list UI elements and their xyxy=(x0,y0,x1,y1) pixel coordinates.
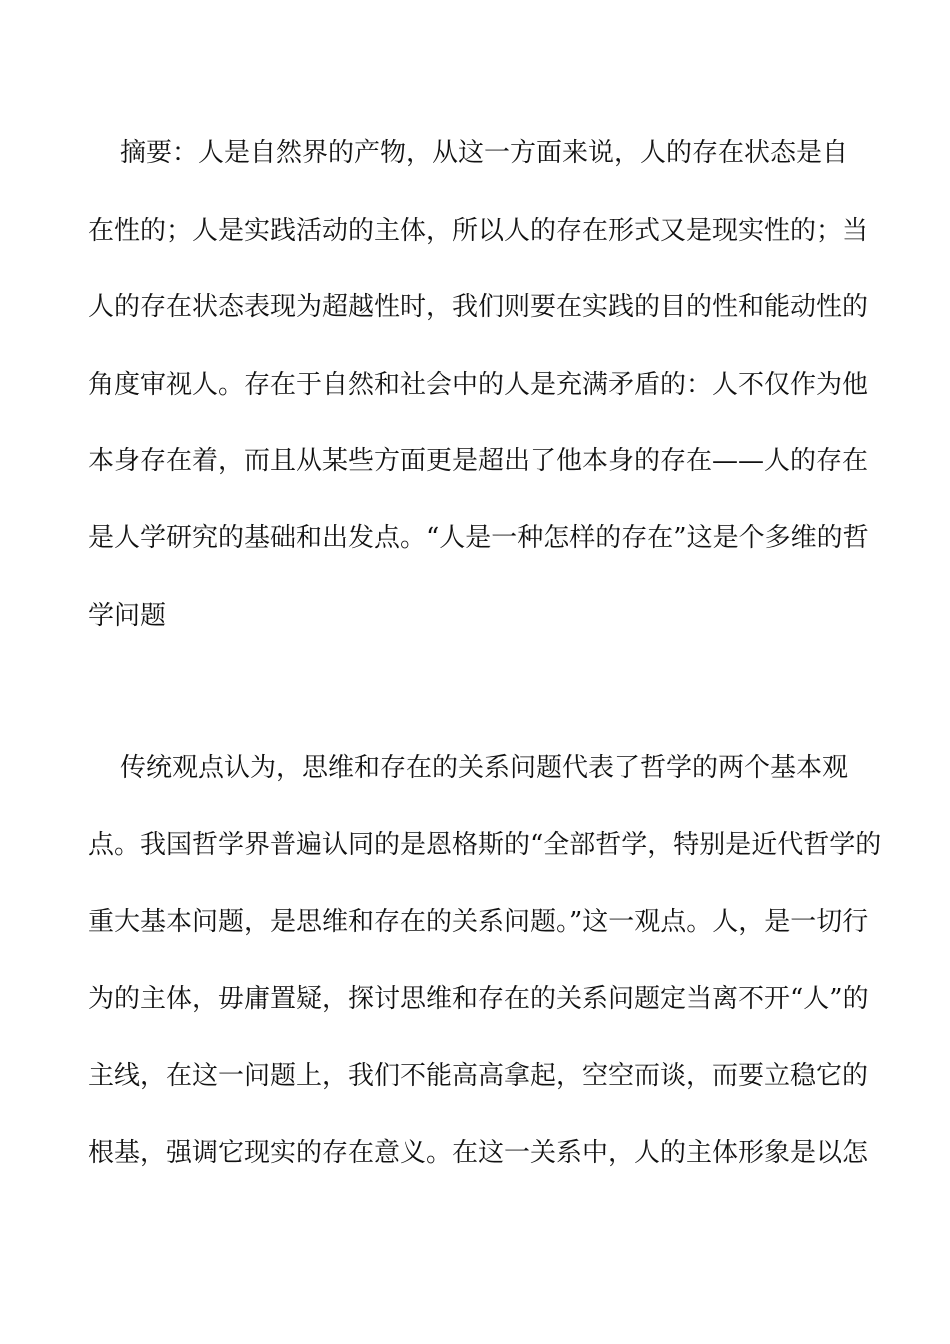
paragraph-line xyxy=(0,1133,950,1173)
paragraph-line xyxy=(0,979,950,1019)
paragraph-line xyxy=(0,287,950,327)
paragraph-line xyxy=(0,825,950,865)
line-text: 为的主体，毋庸置疑，探讨思维和存在的关系问题定当离不开“人”的 xyxy=(88,984,869,1014)
line-text: 本身存在着，而且从某些方面更是超出了他本身的存在——人的存在 xyxy=(88,446,869,476)
paragraph-line xyxy=(0,596,950,636)
line-text: 人的存在状态表现为超越性时，我们则要在实践的目的性和能动性的 xyxy=(88,292,869,322)
paragraph-line xyxy=(0,518,950,558)
paragraph-line xyxy=(0,133,950,173)
paragraph-line xyxy=(0,441,950,481)
paragraph-line xyxy=(0,1056,950,1096)
line-text: 角度审视人。存在于自然和社会中的人是充满矛盾的：人不仅作为他 xyxy=(88,370,869,400)
line-text: 摘要：人是自然界的产物，从这一方面来说，人的存在状态是自 xyxy=(120,138,849,168)
paragraph-line xyxy=(0,211,950,251)
line-text: 是人学研究的基础和出发点。“人是一种怎样的存在”这是个多维的哲 xyxy=(88,523,869,553)
line-text: 根基，强调它现实的存在意义。在这一关系中，人的主体形象是以怎 xyxy=(88,1138,869,1168)
line-text: 主线，在这一问题上，我们不能高高拿起，空空而谈，而要立稳它的 xyxy=(88,1061,869,1091)
line-text: 点。我国哲学界普遍认同的是恩格斯的“全部哲学，特别是近代哲学的 xyxy=(88,830,882,860)
line-text: 重大基本问题，是思维和存在的关系问题。”这一观点。人，是一切行 xyxy=(88,907,869,937)
paragraph-line xyxy=(0,902,950,942)
paragraph-line xyxy=(0,748,950,788)
line-text: 传统观点认为，思维和存在的关系问题代表了哲学的两个基本观 xyxy=(120,753,849,783)
line-text: 在性的；人是实践活动的主体，所以人的存在形式又是现实性的；当 xyxy=(88,216,869,246)
line-text: 学问题 xyxy=(88,601,167,631)
paragraph-line xyxy=(0,365,950,405)
